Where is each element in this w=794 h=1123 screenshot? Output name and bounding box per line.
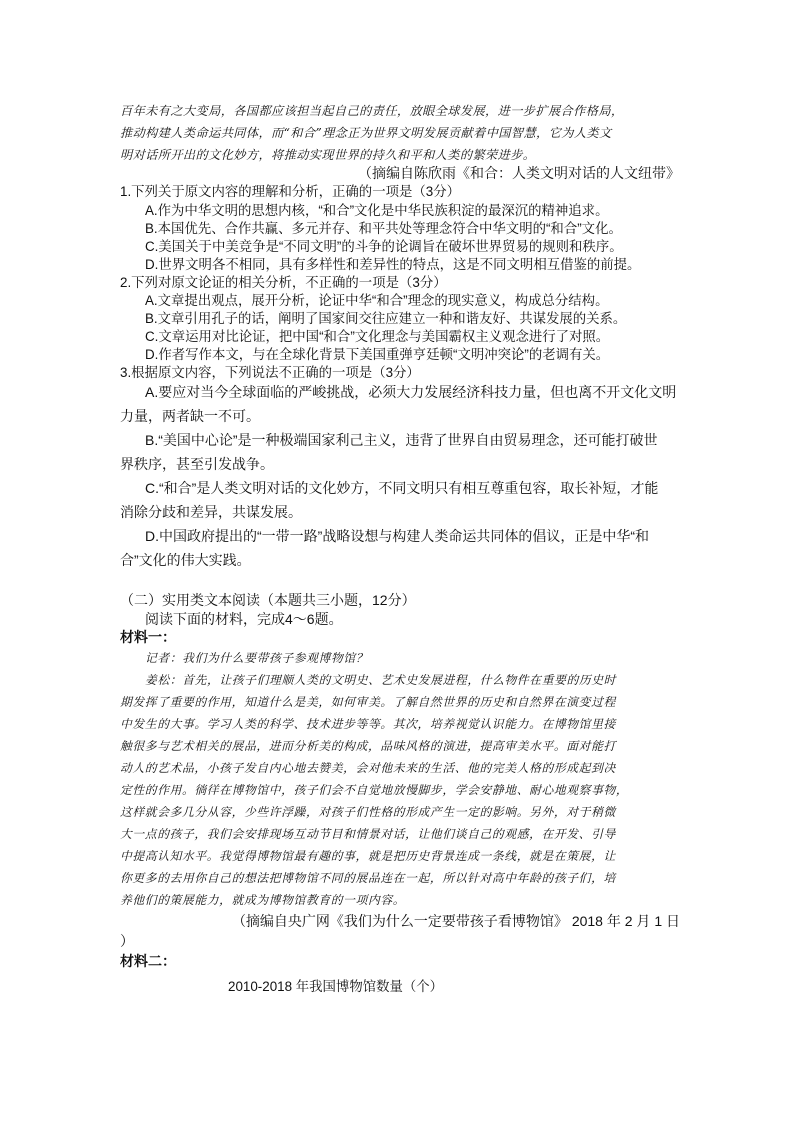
question-1-option-d: D.世界文明各不相同，具有多样性和差异性的特点，这是不同文明相互借鉴的前提。 [145,257,641,272]
material-1-source: （摘编自央广网《我们为什么一定要带孩子看博物馆》 2018 年 2 月 1 日 [231,913,680,929]
passage-line: 明对话所开出的文化妙方，将推动实现世界的持久和平和人类的繁荣进步。 [120,148,536,162]
interview-line: 记者：我们为什么要带孩子参观博物馆？ [145,651,369,665]
passage-source: （摘编自陈欣雨《和合：人类文明对话的人文纽带》 [358,165,680,181]
question-2-option-b: B.文章引用孔子的话，阐明了国家间交往应建立一种和谐友好、共谋发展的关系。 [145,311,627,326]
question-3-stem: 3.根据原文内容，下列说法不正确的一项是（3分） [120,365,420,380]
material-1-label: 材料一： [120,629,176,645]
passage-line: 推动构建人类命运共同体，而“和合”理念正为世界文明发展贡献着中国智慧，它为人类文 [120,126,612,140]
interview-line: 触很多与艺术相关的展品，进而分析美的构成，品味风格的演进，提高审美水平。面对能打 [120,739,616,753]
question-1-stem: 1.下列关于原文内容的理解和分析，正确的一项是（3分） [120,184,460,199]
interview-line: 中发生的大事。学习人类的科学、技术进步等等。其次，培养视觉认识能力。在博物馆里接 [120,717,616,731]
chart-title: 2010-2018 年我国博物馆数量（个） [228,979,444,994]
question-3-option-c-cont: 消除分歧和差异，共谋发展。 [120,504,302,520]
question-1-option-b: B.本国优先、合作共赢、多元并存、和平共处等理念符合中华文明的“和合”文化。 [145,221,622,236]
material-2-label: 材料二： [120,953,176,969]
interview-line: 大一点的孩子，我们会安排现场互动节目和情景对话，让他们谈自己的观感，在开发、引导 [120,827,616,841]
question-2-option-d: D.作者写作本文，与在全球化背景下美国重弹亨廷顿“文明冲突论”的老调有关。 [145,347,610,362]
question-2-option-a: A.文章提出观点，展开分析，论证中华“和合”理念的现实意义，构成总分结构。 [145,293,609,308]
question-1-option-c: C.美国关于中美竞争是“不同文明”的斗争的论调旨在破坏世界贸易的规则和秩序。 [145,239,623,254]
question-3-option-d: D.中国政府提出的“一带一路”战略设想与构建人类命运共同体的倡议，正是中华“和 [145,528,649,544]
question-3-option-c: C.“和合”是人类文明对话的文化妙方，不同文明只有相互尊重包容，取长补短，才能 [145,480,659,496]
question-3-option-b: B.“美国中心论”是一种极端国家利己主义，违背了世界自由贸易理念，还可能打破世 [145,432,658,448]
question-3-option-d-cont: 合”文化的伟大实践。 [120,552,251,568]
question-3-option-a-cont: 力量，两者缺一不可。 [120,408,260,424]
question-1-option-a: A.作为中华文明的思想内核，“和合”文化是中华民族积淀的最深沉的精神追求。 [145,203,609,218]
interview-line: 你更多的去用你自己的想法把博物馆不同的展品连在一起，所以针对高中年龄的孩子们，培 [120,871,616,885]
interview-line: 动人的艺术品，小孩子发自内心地去赞美，会对他未来的生活、他的完美人格的形成起到决 [120,761,616,775]
question-3-option-b-cont: 界秩序，甚至引发战争。 [120,456,274,472]
question-3-option-a: A.要应对当今全球面临的严峻挑战，必须大力发展经济科技力量，但也离不开文化文明 [145,384,677,400]
section-2-instruction: 阅读下面的材料，完成4～6题。 [145,611,343,627]
interview-line: 定性的作用。徜徉在博物馆中，孩子们会不自觉地放慢脚步，学会安静地、耐心地观察事物， [120,783,629,797]
passage-line: 百年未有之大变局，各国都应该担当起自己的责任，放眼全球发展，进一步扩展合作格局， [120,104,624,118]
interview-line: 这样就会多几分从容，少些许浮躁，对孩子们性格的形成产生一定的影响。另外，对于稍微 [120,805,616,819]
interview-line: 中提高认知水平。我觉得博物馆最有趣的事，就是把历史背景连成一条线，就是在策展，让 [120,849,616,863]
interview-line: 养他们的策展能力，就成为博物馆教育的一项内容。 [120,893,406,907]
material-1-source-tail: ） [120,933,134,949]
question-2-option-c: C.文章运用对比论证，把中国“和合”文化理念与美国霸权主义观念进行了对照。 [145,329,610,344]
section-2-heading: （二）实用类文本阅读（本题共三小题，12分） [120,592,416,608]
interview-line: 期发挥了重要的作用，知道什么是美，如何审美。了解自然世界的历史和自然界在演变过程 [120,695,616,709]
interview-line: 姜松：首先，让孩子们理顺人类的文明史、艺术史发展进程，什么物件在重要的历史时 [145,673,617,687]
question-2-stem: 2.下列对原文论证的相关分析，不正确的一项是（3分） [120,275,447,290]
